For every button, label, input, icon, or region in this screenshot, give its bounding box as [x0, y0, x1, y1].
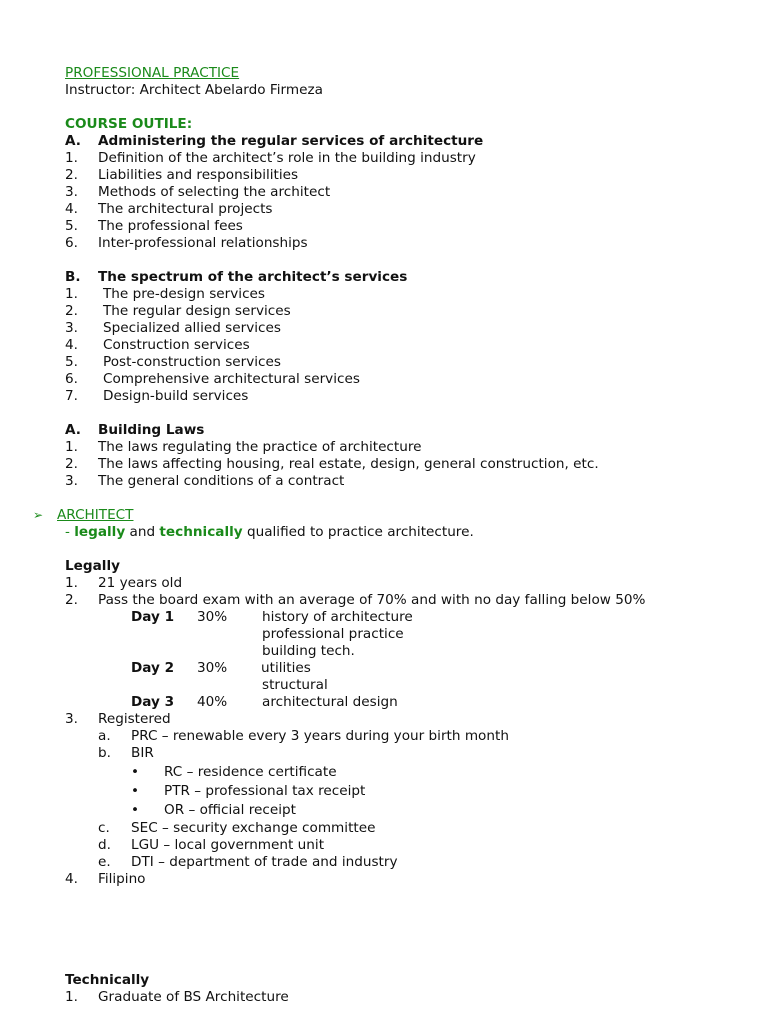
architect-definition	[65, 524, 474, 541]
day-2-subject: utilities	[261, 660, 311, 676]
list-letter: b.	[98, 745, 111, 761]
list-number: 6.	[65, 371, 78, 387]
document-title: PROFESSIONAL PRACTICE	[65, 65, 240, 81]
list-text: The general conditions of a contract	[98, 473, 345, 489]
list-text: Filipino	[98, 871, 146, 887]
list-text: Inter-professional relationships	[98, 235, 308, 251]
list-text: Methods of selecting the architect	[98, 184, 331, 200]
day-1-percent: 30%	[197, 609, 228, 625]
bullet-dot-icon: •	[131, 802, 140, 818]
list-text: Definition of the architect’s role in the building industry	[98, 150, 476, 166]
day-3-subject: architectural design	[262, 694, 398, 710]
technically-heading: Technically	[65, 972, 150, 988]
list-text: The architectural projects	[98, 201, 273, 217]
list-number: 4.	[65, 201, 78, 217]
day-1-subject: building tech.	[262, 643, 355, 659]
day-3-label: Day 3	[131, 694, 175, 710]
day-2-subject: structural	[262, 677, 328, 693]
section-a-title: Administering the regular services of architecture	[98, 133, 484, 149]
list-text: Post-construction services	[103, 354, 281, 370]
list-number: 2.	[65, 592, 78, 608]
list-letter: e.	[98, 854, 111, 870]
building-laws-title: Building Laws	[98, 422, 205, 438]
day-1-subject: professional practice	[262, 626, 404, 642]
list-number: 1.	[65, 575, 78, 591]
list-number: 4.	[65, 871, 78, 887]
legally-heading: Legally	[65, 558, 120, 574]
definition-rest: qualified to practice architecture.	[242, 524, 474, 540]
bir-bullet-text: PTR – professional tax receipt	[164, 783, 366, 799]
list-text: Graduate of BS Architecture	[98, 989, 289, 1005]
list-letter: c.	[98, 820, 110, 836]
list-number: 1.	[65, 286, 78, 302]
definition-legally: legally	[74, 524, 126, 540]
definition-technically: technically	[159, 524, 243, 540]
bullet-dot-icon: •	[131, 764, 140, 780]
instructor-line: Instructor: Architect Abelardo Firmeza	[65, 82, 323, 98]
bir-bullet-text: RC – residence certificate	[164, 764, 337, 780]
list-text: Pass the board exam with an average of 70% and with no day falling below 50%	[98, 592, 646, 608]
list-text: The regular design services	[103, 303, 291, 319]
list-number: 2.	[65, 167, 78, 183]
list-number: 7.	[65, 388, 78, 404]
definition-dash: -	[65, 524, 75, 540]
list-letter: a.	[98, 728, 111, 744]
list-text: BIR	[131, 745, 154, 761]
section-b-letter: B.	[65, 269, 81, 285]
day-2-label: Day 2	[131, 660, 175, 676]
bullet-dot-icon: •	[131, 783, 140, 799]
list-number: 2.	[65, 303, 78, 319]
definition-and: and	[125, 524, 160, 540]
section-b-title: The spectrum of the architect’s services	[98, 269, 408, 285]
list-text: The professional fees	[98, 218, 243, 234]
list-number: 2.	[65, 456, 78, 472]
list-text: LGU – local government unit	[131, 837, 325, 853]
course-outline-heading: COURSE OUTILE:	[65, 116, 193, 132]
list-number: 5.	[65, 218, 78, 234]
bir-bullet-text: OR – official receipt	[164, 802, 296, 818]
day-2-percent: 30%	[197, 660, 228, 676]
list-text: The laws affecting housing, real estate, design, general construction, etc.	[98, 456, 599, 472]
list-text: Construction services	[103, 337, 250, 353]
list-text: SEC – security exchange committee	[131, 820, 376, 836]
list-number: 5.	[65, 354, 78, 370]
list-number: 3.	[65, 711, 78, 727]
list-number: 3.	[65, 184, 78, 200]
list-text: The pre-design services	[103, 286, 265, 302]
list-text: DTI – department of trade and industry	[131, 854, 398, 870]
section-a-letter: A.	[65, 133, 81, 149]
list-text: Comprehensive architectural services	[103, 371, 360, 387]
list-letter: d.	[98, 837, 111, 853]
list-text: Liabilities and responsibilities	[98, 167, 299, 183]
list-text: PRC – renewable every 3 years during your birth month	[131, 728, 509, 744]
list-number: 1.	[65, 439, 78, 455]
list-number: 3.	[65, 320, 78, 336]
day-1-label: Day 1	[131, 609, 175, 625]
arrow-bullet-icon: ➢	[33, 508, 44, 522]
list-number: 6.	[65, 235, 78, 251]
architect-heading: ARCHITECT	[57, 507, 134, 523]
list-text: The laws regulating the practice of architecture	[98, 439, 422, 455]
building-laws-letter: A.	[65, 422, 81, 438]
list-text: Design-build services	[103, 388, 249, 404]
list-number: 3.	[65, 473, 78, 489]
list-number: 1.	[65, 989, 78, 1005]
day-3-percent: 40%	[197, 694, 228, 710]
list-number: 1.	[65, 150, 78, 166]
list-text: Specialized allied services	[103, 320, 281, 336]
list-text: 21 years old	[98, 575, 183, 591]
list-text: Registered	[98, 711, 171, 727]
list-number: 4.	[65, 337, 78, 353]
day-1-subject: history of architecture	[262, 609, 413, 625]
